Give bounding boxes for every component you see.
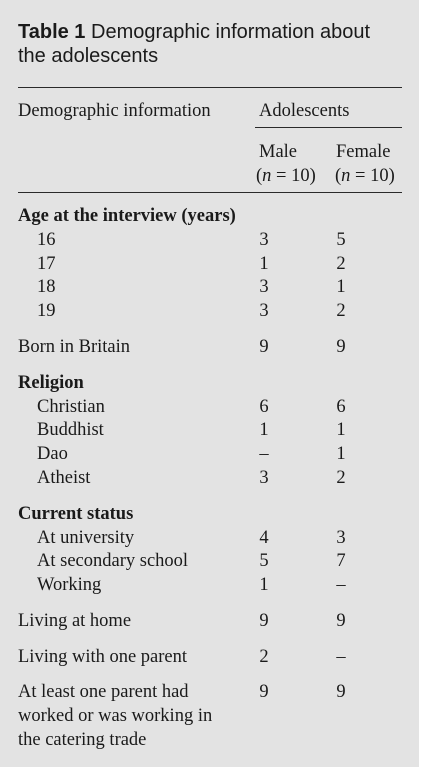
table-caption: Demographic information about	[91, 21, 371, 43]
row-label: 17	[37, 254, 56, 274]
row-label-home: Living at home	[18, 611, 132, 631]
cell-male: 1	[259, 420, 269, 440]
row-label: At secondary school	[37, 551, 189, 571]
cell-female: 1	[336, 420, 346, 440]
row-label: 18	[37, 277, 56, 297]
header-adolescents: Adolescents	[259, 101, 350, 121]
cell-male: 3	[259, 230, 269, 250]
row-label: Christian	[37, 397, 105, 417]
cell-female: 2	[336, 468, 346, 488]
cell-male: 9	[259, 682, 269, 702]
cell-female: 9	[336, 337, 346, 357]
cell-female: 2	[336, 301, 346, 321]
row-label: Working	[37, 575, 102, 595]
cell-male: 1	[259, 254, 269, 274]
section-status-heading: Current status	[18, 504, 134, 524]
row-label: Atheist	[37, 468, 91, 488]
cell-male: 9	[259, 337, 269, 357]
header-male-n: (n = 10)	[256, 166, 316, 186]
table-caption-line2: the adolescents	[18, 45, 159, 67]
row-label-catering-2: worked or was working in	[18, 706, 213, 726]
cell-male: 4	[259, 528, 269, 548]
cell-female: –	[336, 647, 346, 667]
cell-female: 5	[336, 230, 346, 250]
row-label-one-parent: Living with one parent	[18, 647, 188, 667]
cell-female: 1	[336, 277, 346, 297]
header-male: Male	[259, 142, 298, 162]
cell-male: 3	[259, 301, 269, 321]
row-label-born: Born in Britain	[18, 337, 131, 357]
table-title	[18, 20, 413, 68]
section-religion-heading: Religion	[18, 373, 84, 393]
cell-female: –	[336, 575, 346, 595]
header-rule	[18, 192, 402, 193]
cell-female: 3	[336, 528, 346, 548]
row-label: Dao	[37, 444, 68, 464]
cell-male: –	[259, 444, 269, 464]
cell-female: 7	[336, 551, 346, 571]
cell-male: 6	[259, 397, 269, 417]
header-female-n: (n = 10)	[335, 166, 395, 186]
row-label: 19	[37, 301, 56, 321]
header-female: Female	[336, 142, 391, 162]
cell-female: 9	[336, 682, 346, 702]
row-label: Buddhist	[37, 420, 104, 440]
section-age-heading: Age at the interview (years)	[18, 206, 236, 226]
cell-male: 3	[259, 468, 269, 488]
cell-male: 2	[259, 647, 269, 667]
cell-male: 5	[259, 551, 269, 571]
header-demographic: Demographic information	[18, 101, 211, 121]
cell-male: 9	[259, 611, 269, 631]
table-number: Table 1	[18, 21, 86, 43]
cell-female: 6	[336, 397, 346, 417]
row-label-catering-3: the catering trade	[18, 730, 147, 750]
group-rule	[255, 127, 402, 128]
cell-female: 1	[336, 444, 346, 464]
cell-female: 9	[336, 611, 346, 631]
row-label: 16	[37, 230, 56, 250]
row-label-catering-1: At least one parent had	[18, 682, 189, 702]
row-label: At university	[37, 528, 135, 548]
cell-male: 3	[259, 277, 269, 297]
cell-male: 1	[259, 575, 269, 595]
cell-female: 2	[336, 254, 346, 274]
top-rule	[18, 87, 402, 88]
